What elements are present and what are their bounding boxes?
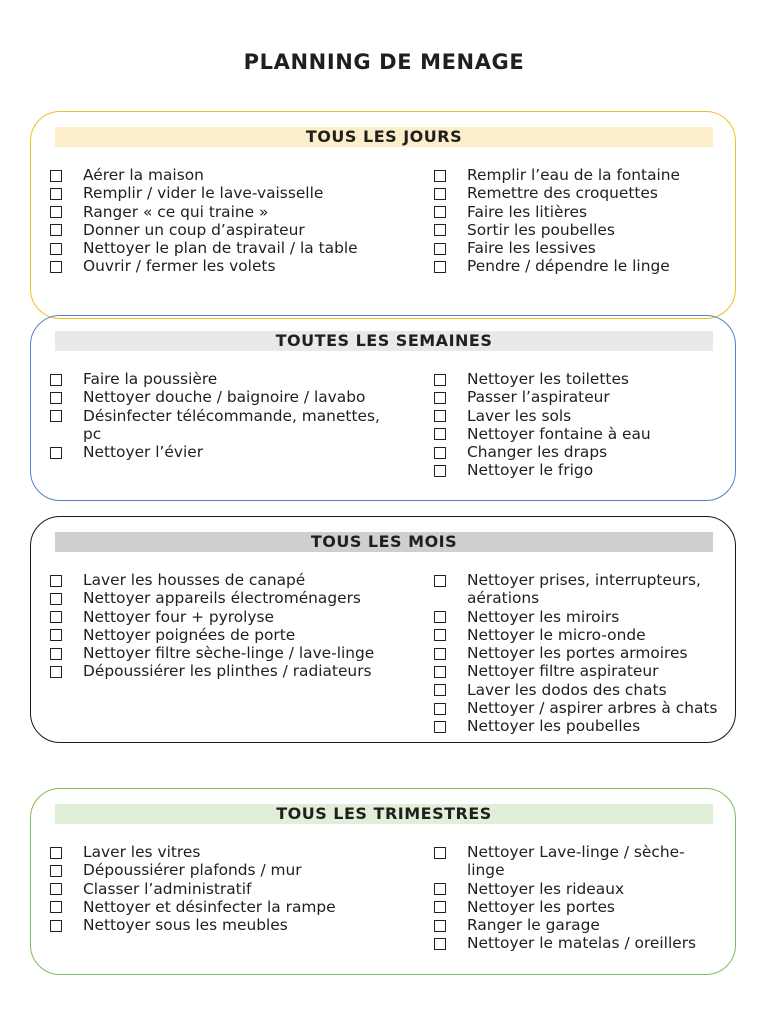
task-label: Remettre des croquettes [467,184,658,203]
task-item [48,608,393,626]
task-item [432,626,722,644]
task-label: Faire les litières [467,202,587,221]
task-list-right [432,370,722,480]
task-label: Nettoyer les portes [467,897,615,916]
task-list-left [48,571,393,681]
task-label: Nettoyer l’évier [83,443,204,462]
checkbox[interactable] [50,410,62,422]
task-item [48,916,393,934]
task-label: Classer l’administratif [83,879,252,898]
task-item [432,934,722,952]
task-label: Ranger le garage [467,916,600,935]
checkbox[interactable] [434,374,446,386]
section-header: TOUTES LES SEMAINES [55,331,713,351]
task-item [48,589,393,607]
checkbox[interactable] [434,447,446,459]
task-item [432,916,722,934]
task-item [48,370,393,388]
task-list-right [432,166,722,276]
task-label: Nettoyer les poubelles [467,717,641,736]
checkbox[interactable] [434,883,446,895]
checkbox[interactable] [50,170,62,182]
task-label: Nettoyer prises, interrupteurs, aérations [467,571,701,608]
task-item [48,388,393,406]
section-header: TOUS LES MOIS [55,532,713,552]
task-item [432,898,722,916]
checkbox[interactable] [50,865,62,877]
task-item [48,843,393,861]
task-item [432,239,722,257]
page-title: PLANNING DE MENAGE [243,50,525,74]
checkbox[interactable] [434,648,446,660]
checkbox[interactable] [434,684,446,696]
task-item [48,861,393,879]
checkbox[interactable] [434,392,446,404]
task-item [48,443,393,461]
task-label: Nettoyer appareils électroménagers [83,589,361,608]
task-label: Laver les sols [467,406,572,425]
checkbox[interactable] [434,224,446,236]
task-item [432,662,722,680]
task-item [432,443,722,461]
task-label: Nettoyer Lave-linge / sèche-linge [467,843,685,880]
task-label: Dépoussiérer plafonds / mur [83,861,302,880]
task-label: Passer l’aspirateur [467,388,610,407]
task-item [48,571,393,589]
checkbox[interactable] [434,938,446,950]
task-item [48,898,393,916]
task-item [432,257,722,275]
checkbox[interactable] [50,883,62,895]
task-item [48,257,393,275]
checkbox[interactable] [50,629,62,641]
task-list-left [48,166,393,276]
checkbox[interactable] [434,920,446,932]
checkbox[interactable] [434,901,446,913]
checkbox[interactable] [50,392,62,404]
checkbox[interactable] [434,410,446,422]
checkbox[interactable] [434,428,446,440]
task-label: Ouvrir / fermer les volets [83,257,276,276]
task-label: Nettoyer les rideaux [467,879,625,898]
task-item [48,221,393,239]
task-item [432,644,722,662]
task-label: Dépoussiérer les plinthes / radiateurs [83,662,372,681]
task-label: Nettoyer le frigo [467,461,594,480]
checkbox[interactable] [50,593,62,605]
task-item [432,608,722,626]
task-label: Nettoyer fontaine à eau [467,424,651,443]
checkbox[interactable] [434,206,446,218]
task-label: Nettoyer douche / baignoire / lavabo [83,388,366,407]
task-item [48,407,393,444]
task-item [432,184,722,202]
section-quarterly [30,788,736,975]
task-label: Remplir / vider le lave-vaisselle [83,184,324,203]
checkbox[interactable] [50,901,62,913]
checkbox[interactable] [434,611,446,623]
task-list-left [48,370,393,461]
section-daily [30,111,736,319]
checkbox[interactable] [434,575,446,587]
task-label: Désinfecter télécommande, manettes, pc [83,406,380,443]
checkbox[interactable] [434,666,446,678]
task-label: Nettoyer four + pyrolyse [83,607,275,626]
task-list-right [432,843,722,953]
checkbox[interactable] [50,206,62,218]
task-item [432,843,722,880]
task-label: Sortir les poubelles [467,220,615,239]
checkbox[interactable] [50,188,62,200]
checkbox[interactable] [50,447,62,459]
checkbox[interactable] [50,847,62,859]
task-label: Nettoyer filtre sèche-linge / lave-linge [83,644,375,663]
task-item [48,662,393,680]
task-label: Ranger « ce qui traine » [83,202,269,221]
task-label: Nettoyer poignées de porte [83,625,296,644]
task-label: Nettoyer et désinfecter la rampe [83,897,336,916]
task-item [48,626,393,644]
task-label: Nettoyer / aspirer arbres à chats [467,699,718,718]
task-item [432,699,722,717]
task-item [432,407,722,425]
checkbox[interactable] [434,721,446,733]
task-label: Pendre / dépendre le linge [467,257,670,276]
task-label: Donner un coup d’aspirateur [83,220,305,239]
task-label: Remplir l’eau de la fontaine [467,166,681,184]
task-item [48,239,393,257]
checkbox[interactable] [434,261,446,273]
task-item [432,221,722,239]
task-label: Laver les housses de canapé [83,571,306,589]
task-item [432,571,722,608]
checkbox[interactable] [50,224,62,236]
checkbox[interactable] [50,611,62,623]
task-item [432,166,722,184]
task-label: Nettoyer les toilettes [467,370,629,388]
task-label: Nettoyer les portes armoires [467,644,688,663]
task-item [432,461,722,479]
task-list-left [48,843,393,934]
task-label: Faire la poussière [83,370,218,388]
section-header: TOUS LES JOURS [55,127,713,147]
task-label: Nettoyer le micro-onde [467,625,646,644]
task-label: Laver les dodos des chats [467,680,667,699]
task-item [432,425,722,443]
task-item [48,184,393,202]
task-item [432,681,722,699]
task-item [48,644,393,662]
task-item [432,370,722,388]
task-label: Nettoyer le matelas / oreillers [467,934,697,953]
task-item [48,880,393,898]
section-header: TOUS LES TRIMESTRES [55,804,713,824]
task-item [432,388,722,406]
checkbox[interactable] [434,188,446,200]
task-label: Changer les draps [467,443,608,462]
checkbox[interactable] [50,374,62,386]
task-label: Nettoyer sous les meubles [83,916,288,935]
task-label: Faire les lessives [467,239,596,258]
checkbox[interactable] [434,465,446,477]
task-item [432,717,722,735]
checkbox[interactable] [434,629,446,641]
task-item [432,203,722,221]
task-label: Nettoyer les miroirs [467,607,620,626]
task-label: Nettoyer filtre aspirateur [467,662,659,681]
task-label: Aérer la maison [83,166,204,184]
checkbox[interactable] [434,847,446,859]
checkbox[interactable] [50,575,62,587]
checkbox[interactable] [50,648,62,660]
checkbox[interactable] [50,261,62,273]
checkbox[interactable] [50,920,62,932]
task-item [48,166,393,184]
section-monthly [30,516,736,743]
checkbox[interactable] [434,170,446,182]
checkbox[interactable] [50,243,62,255]
task-label: Laver les vitres [83,843,201,861]
section-weekly [30,315,736,501]
task-list-right [432,571,722,736]
task-item [48,203,393,221]
task-item [432,880,722,898]
checkbox[interactable] [434,243,446,255]
checkbox[interactable] [434,703,446,715]
task-label: Nettoyer le plan de travail / la table [83,239,358,258]
checkbox[interactable] [50,666,62,678]
